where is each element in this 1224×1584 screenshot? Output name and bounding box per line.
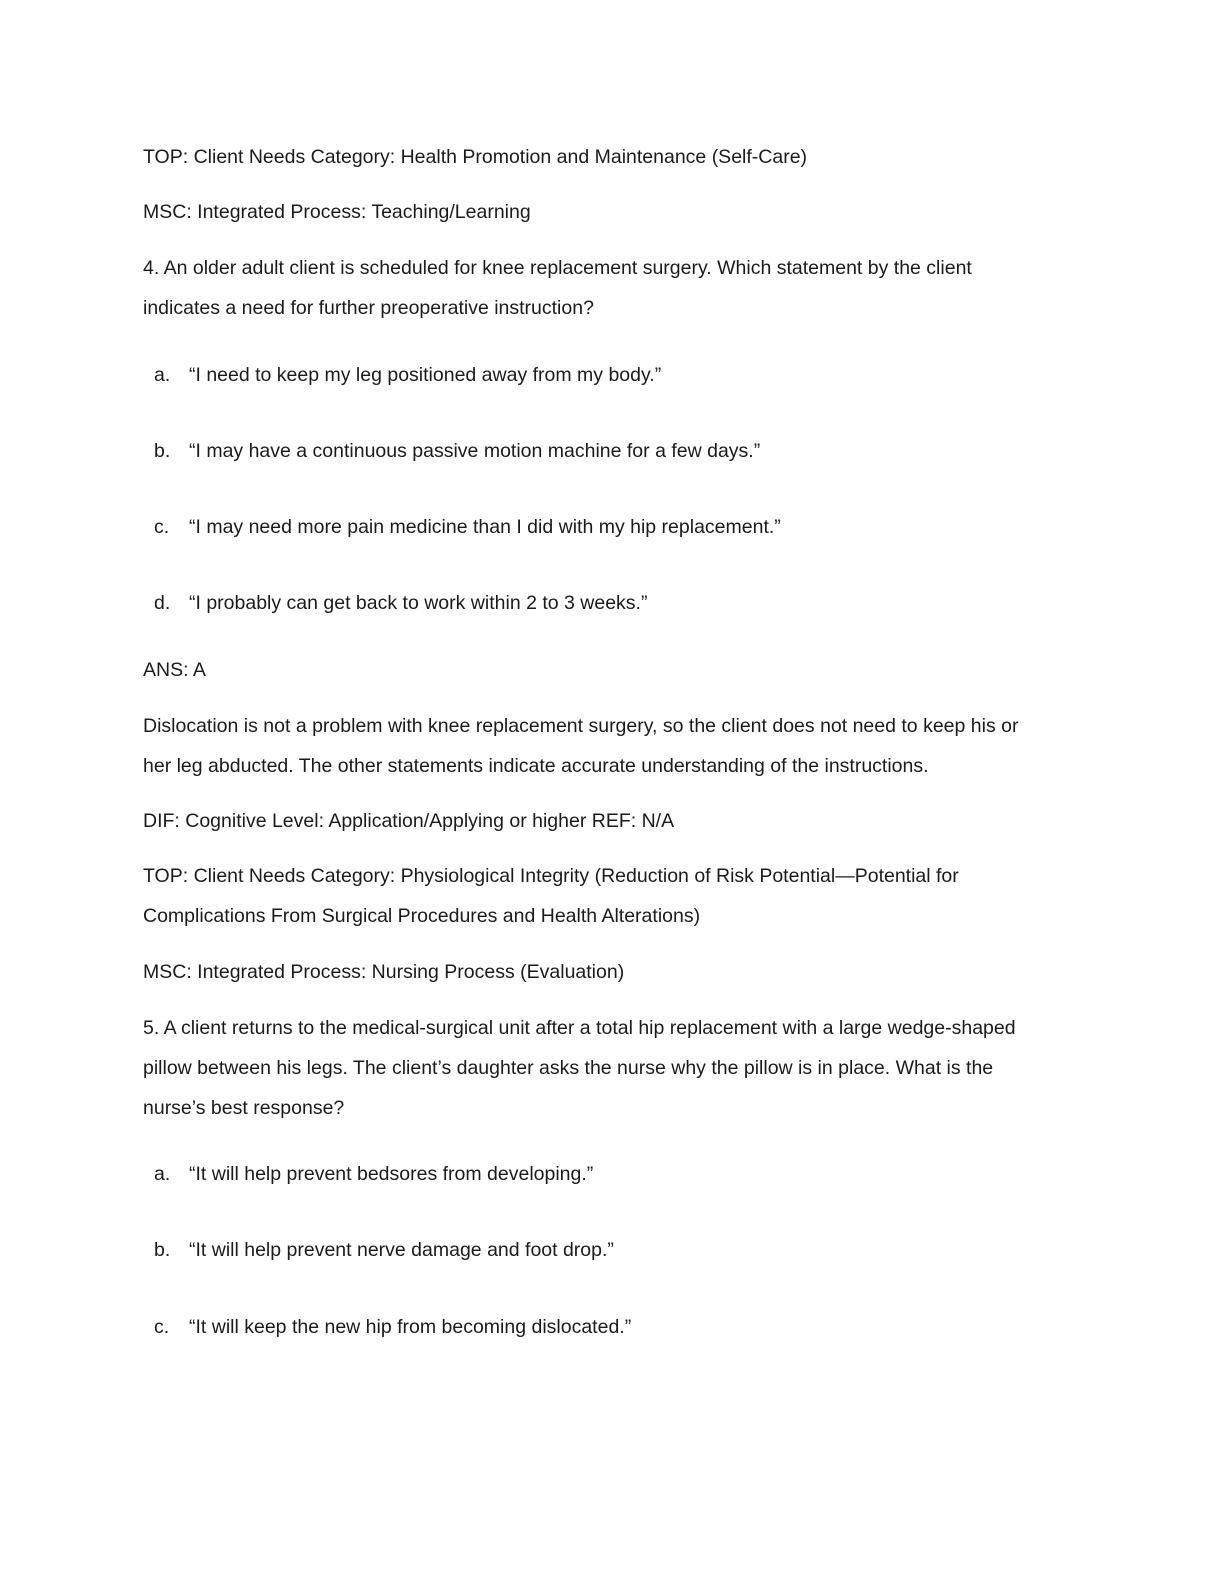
option-text: “I probably can get back to work within 2 to 3 weeks.” [189,592,648,614]
option-text: “I may have a continuous passive motion machine for a few days.” [189,440,761,462]
option-letter: c. [154,1316,170,1338]
q4-rationale-line-2: her leg abducted. The other statements indicate accurate understanding of the instructions. [143,755,929,777]
q4-msc: MSC: Integrated Process: Nursing Process (Evaluation) [143,961,625,983]
q4-stem-line-1: 4. An older adult client is scheduled for knee replacement surgery. Which statement by the client [143,257,972,279]
q4-topic-line-2: Complications From Surgical Procedures and Health Alterations) [143,905,701,927]
q4-stem-line-2: indicates a need for further preoperative instruction? [143,297,594,319]
option-letter: b. [154,1239,171,1261]
option-letter: d. [154,592,171,614]
option-text: “It will keep the new hip from becoming dislocated.” [189,1316,632,1338]
q5-stem-line-3: nurse’s best response? [143,1097,345,1119]
option-text: “It will help prevent nerve damage and foot drop.” [189,1239,614,1261]
option-text: “I may need more pain medicine than I did with my hip replacement.” [189,516,781,538]
option-letter: a. [154,364,171,386]
q4-difficulty: DIF: Cognitive Level: Application/Applying or higher REF: N/A [143,810,675,832]
option-text: “I need to keep my leg positioned away from my body.” [189,364,662,386]
option-letter: a. [154,1163,171,1185]
msc-line-q3: MSC: Integrated Process: Teaching/Learning [143,201,531,223]
option-text: “It will help prevent bedsores from developing.” [189,1163,594,1185]
q4-topic-line-1: TOP: Client Needs Category: Physiological Integrity (Reduction of Risk Potential—Potential for [143,865,959,887]
q4-answer: ANS: A [143,659,206,681]
option-letter: c. [154,516,170,538]
q5-stem-line-1: 5. A client returns to the medical-surgical unit after a total hip replacement with a large wedge-shaped [143,1017,1016,1039]
option-letter: b. [154,440,171,462]
q4-rationale-line-1: Dislocation is not a problem with knee replacement surgery, so the client does not need to keep his or [143,715,1019,737]
topic-line-q3: TOP: Client Needs Category: Health Promotion and Maintenance (Self-Care) [143,146,808,168]
q5-stem-line-2: pillow between his legs. The client’s daughter asks the nurse why the pillow is in place. What is the [143,1057,994,1079]
